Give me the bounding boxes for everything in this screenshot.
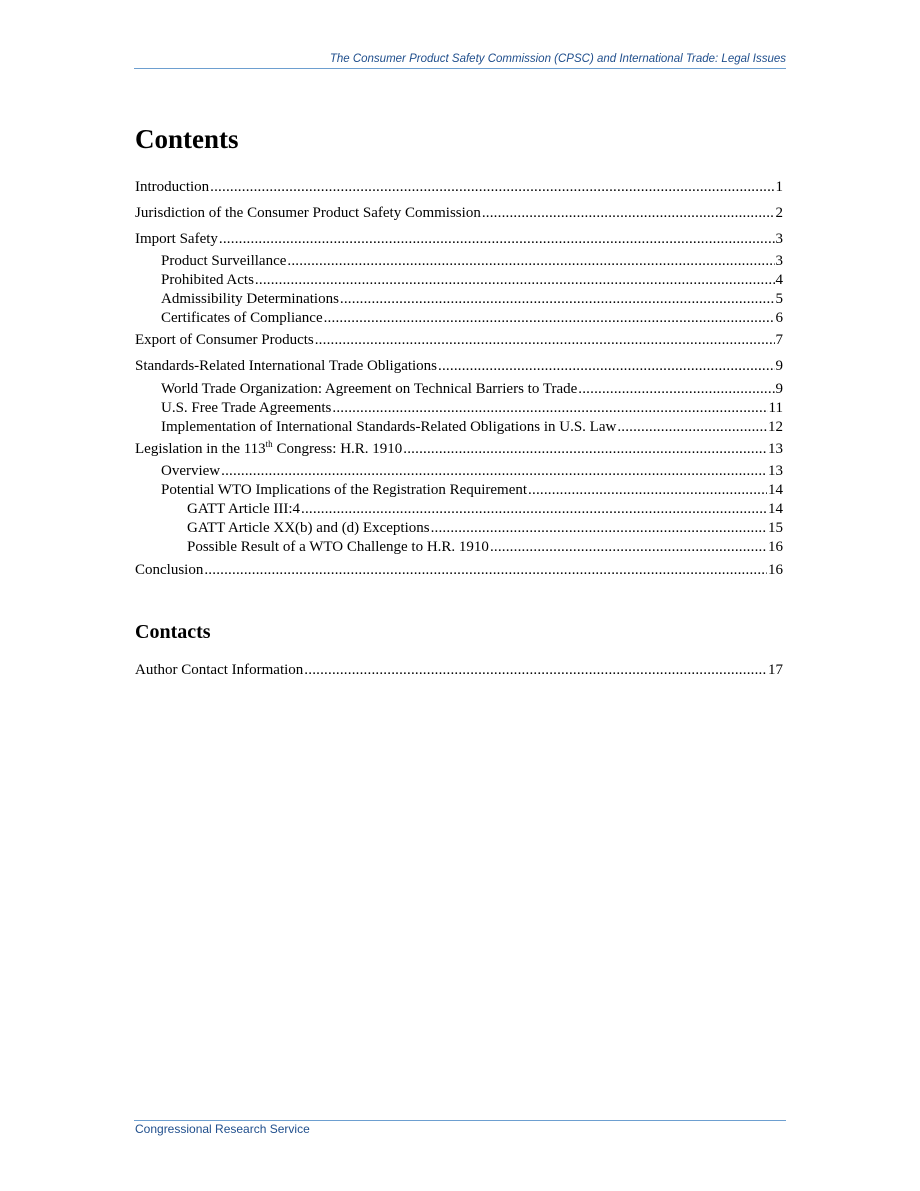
- toc-page-number: 9: [775, 381, 783, 397]
- footer-rule: [134, 1120, 786, 1121]
- dot-leader: [315, 331, 775, 349]
- dot-leader: [301, 500, 767, 518]
- toc-entry-prohibited-acts[interactable]: [161, 271, 783, 289]
- toc-entry-title: Potential WTO Implications of the Registration Requirement: [161, 482, 528, 498]
- toc-page-number: 14: [768, 501, 783, 517]
- toc-entry-product-surveillance[interactable]: [161, 252, 783, 270]
- toc-entry-title-part: Congress: H.R. 1910: [272, 441, 403, 457]
- dot-leader: [287, 252, 774, 270]
- toc-page-number: 9: [775, 358, 783, 374]
- toc-entry-wto-tbt[interactable]: [161, 380, 783, 398]
- toc-entry-title: Author Contact Information: [135, 662, 304, 678]
- dot-leader: [332, 399, 767, 417]
- dot-leader: [438, 357, 774, 375]
- contents-heading: Contents: [135, 124, 239, 154]
- toc-entry-title: Standards-Related International Trade Obligations: [135, 358, 438, 374]
- toc-entry-title: Import Safety: [135, 231, 218, 247]
- toc-page-number: 12: [768, 419, 783, 435]
- toc-entry-wto-challenge[interactable]: [187, 538, 783, 556]
- dot-leader: [219, 230, 775, 248]
- dot-leader: [204, 561, 767, 579]
- dot-leader: [431, 519, 767, 537]
- toc-page-number: 13: [768, 441, 783, 457]
- toc-entry-legislation[interactable]: [135, 440, 783, 458]
- toc-page-number: 7: [775, 332, 783, 348]
- toc-entry-implementation[interactable]: [161, 418, 783, 436]
- toc-page-number: 17: [768, 662, 783, 678]
- dot-leader: [210, 178, 774, 196]
- toc-page-number: 15: [768, 520, 783, 536]
- toc-entry-title: Export of Consumer Products: [135, 332, 314, 348]
- toc-entry-title: Prohibited Acts: [161, 272, 254, 288]
- toc-entry-overview[interactable]: [161, 462, 783, 480]
- dot-leader: [578, 380, 774, 398]
- dot-leader: [617, 418, 767, 436]
- footer-publisher: Congressional Research Service: [135, 1122, 310, 1136]
- toc-entry-certificates[interactable]: [161, 309, 783, 327]
- toc-entry-gatt-iii4[interactable]: [187, 500, 783, 518]
- toc-entry-export[interactable]: [135, 331, 783, 349]
- toc-page-number: 2: [775, 205, 783, 221]
- toc-entry-title: Overview: [161, 463, 221, 479]
- toc-entry-title: World Trade Organization: Agreement on Technical Barriers to Trade: [161, 381, 578, 397]
- toc-entry-title-part: Legislation in the 113: [135, 441, 266, 457]
- toc-entry-jurisdiction[interactable]: [135, 204, 783, 222]
- toc-page-number: 6: [775, 310, 783, 326]
- toc-page-number: 3: [775, 231, 783, 247]
- running-header: The Consumer Product Safety Commission (CPSC) and International Trade: Legal Issues: [329, 53, 786, 65]
- ordinal-suffix: th: [265, 439, 273, 449]
- toc-page-number: 5: [775, 291, 783, 307]
- toc-entry-title: Product Surveillance: [161, 253, 287, 269]
- toc-entry-author-contact[interactable]: [135, 661, 783, 679]
- toc-entry-wto-implications[interactable]: [161, 481, 783, 499]
- toc-page-number: 13: [768, 463, 783, 479]
- toc-entry-title: GATT Article XX(b) and (d) Exceptions: [187, 520, 430, 536]
- toc-entry-title: Conclusion: [135, 562, 204, 578]
- toc-entry-title: Implementation of International Standards-Related Obligations in U.S. Law: [161, 419, 617, 435]
- dot-leader: [324, 309, 775, 327]
- toc-entry-introduction[interactable]: [135, 178, 783, 196]
- toc-page-number: 3: [775, 253, 783, 269]
- header-rule: [134, 68, 786, 69]
- toc-entry-title: Admissibility Determinations: [161, 291, 339, 307]
- toc-entry-standards-obligations[interactable]: [135, 357, 783, 375]
- toc-page-number: 11: [768, 400, 783, 416]
- toc-entry-gatt-xx[interactable]: [187, 519, 783, 537]
- toc-entry-title: Jurisdiction of the Consumer Product Safety Commission: [135, 205, 481, 221]
- toc-entry-admissibility[interactable]: [161, 290, 783, 308]
- toc-page-number: 14: [768, 482, 783, 498]
- toc-page-number: 1: [775, 179, 783, 195]
- dot-leader: [255, 271, 775, 289]
- contacts-heading: Contacts: [135, 621, 211, 643]
- toc-entry-title: U.S. Free Trade Agreements: [161, 400, 332, 416]
- toc-page-number: 16: [768, 539, 783, 555]
- dot-leader: [221, 462, 767, 480]
- toc-entry-title: Certificates of Compliance: [161, 310, 323, 326]
- dot-leader: [482, 204, 775, 222]
- toc-entry-conclusion[interactable]: [135, 561, 783, 579]
- dot-leader: [403, 440, 767, 458]
- toc-page-number: 16: [768, 562, 783, 578]
- toc-entry-us-fta[interactable]: [161, 399, 783, 417]
- dot-leader: [304, 661, 767, 679]
- dot-leader: [490, 538, 767, 556]
- dot-leader: [528, 481, 767, 499]
- toc-page-number: 4: [775, 272, 783, 288]
- toc-entry-title: [135, 440, 402, 458]
- toc-entry-title: Introduction: [135, 179, 210, 195]
- toc-entry-import-safety[interactable]: [135, 230, 783, 248]
- toc-entry-title: GATT Article III:4: [187, 501, 301, 517]
- dot-leader: [340, 290, 775, 308]
- toc-entry-title: Possible Result of a WTO Challenge to H.R. 1910: [187, 539, 489, 555]
